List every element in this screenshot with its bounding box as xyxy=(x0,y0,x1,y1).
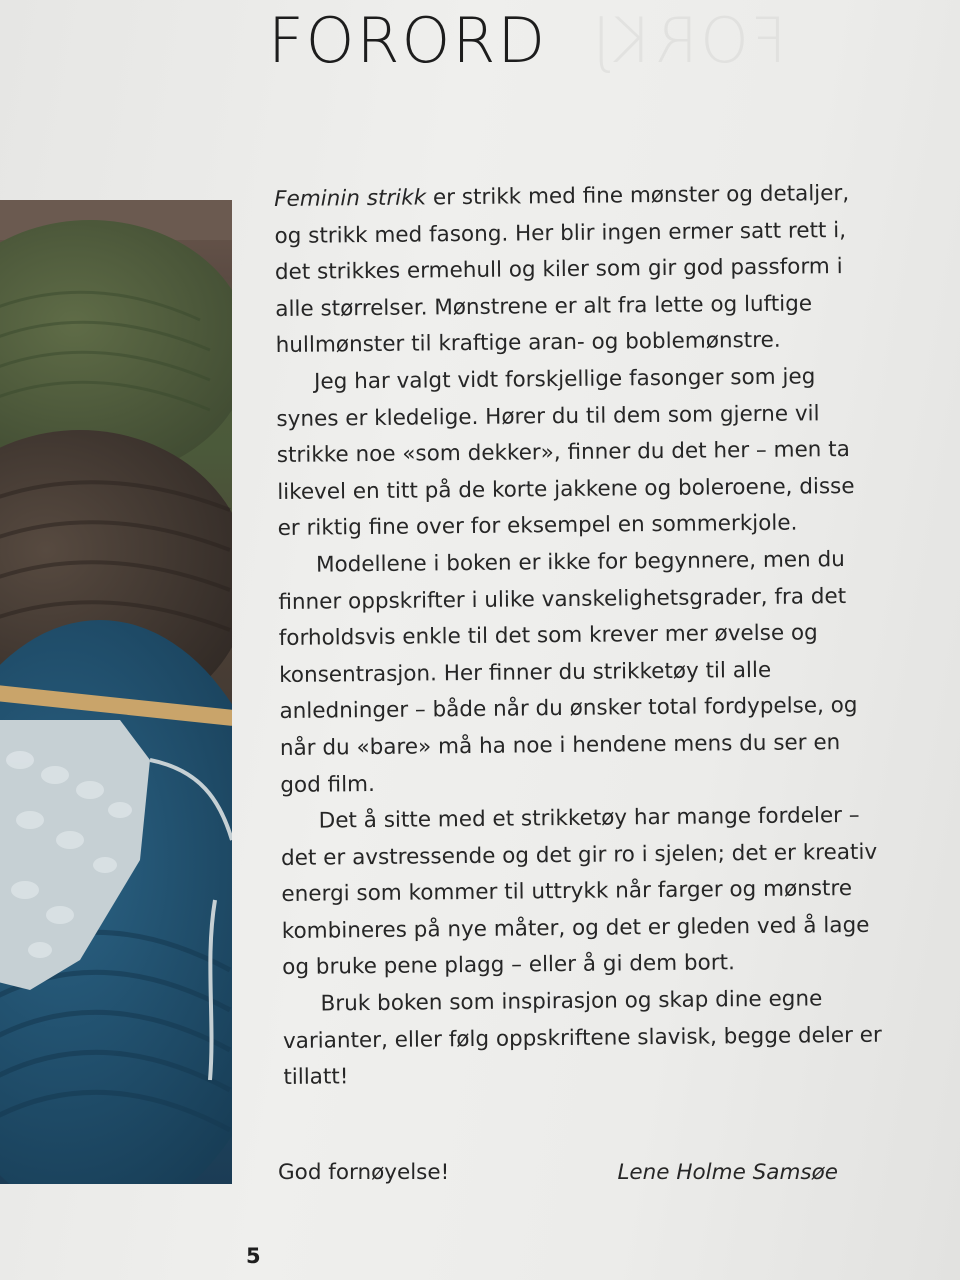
book-title-italic: Feminin strikk xyxy=(274,185,427,212)
page-number: 5 xyxy=(246,1244,261,1268)
closing-line xyxy=(278,1160,838,1185)
show-through-text: FORKJ xyxy=(590,4,787,77)
paragraph-3: Modellene i boken er ikke for begynnere, men du finner oppskrifter i ulike vanskelighetsgrader, fra det forholdsvis enkle til det som krever mer øvelse og konsentrasjon. Her finner du strikketøy til alle anledninger – både når du ønsker total fordypelse, og når du «bare» må ha noe i hendene mens du ser en god film. xyxy=(278,546,858,798)
author-signature: Lene Holme Samsøe xyxy=(617,1160,838,1185)
paragraph-1-text: er strikk med fine mønster og detaljer, og strikk med fasong. Her blir ingen ermer satt rett i, det strikkes ermehull og kiler som gir god passform i alle størrelser. Mønstrene er alt fra lette og luftige hullmønster til kraftige aran- og boblemønstre. xyxy=(274,180,850,359)
paragraph-4: Det å sitte med et strikketøy har mange fordeler – det er avstressende og det gir ro i sjelen; det er kreativ energi som kommer til uttrykk når farger og mønstre kombineres på nye måter, og det er gleden ved å lage og bruke pene plagg – eller å gi dem bort. xyxy=(280,802,878,981)
paragraph-5: Bruk boken som inspirasjon og skap dine egne varianter, eller følg oppskriftene slavisk, begge deler er tillatt! xyxy=(282,986,882,1091)
paragraph-2: Jeg har valgt vidt forskjellige fasonger som jeg synes er kledelige. Hører du til dem som gjerne vil strikke noe «som dekker», finner du det her – men ta likevel en titt på de korte jakkene og boleroene, disse er riktig fine over for eksempel en sommerkjole. xyxy=(276,364,855,542)
page-title: FORORD xyxy=(268,4,548,77)
paragraph-1 xyxy=(274,176,876,365)
foreword-text xyxy=(274,176,884,1097)
knitting-photo xyxy=(0,200,232,1184)
greeting: God fornøyelse! xyxy=(278,1160,450,1185)
yarn-illustration xyxy=(0,200,232,1184)
